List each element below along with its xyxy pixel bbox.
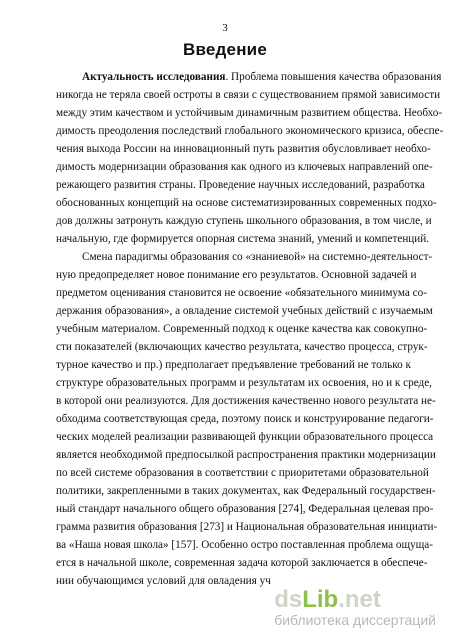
- paragraph-line: ную предопределяет новое понимание его результатов. Основной задачей и: [56, 269, 417, 281]
- watermark: [274, 588, 436, 628]
- watermark-logo: dsLib.net: [274, 586, 381, 613]
- paragraph-line: ческих моделей реализации развивающей функции образовательного процесса: [56, 431, 434, 443]
- paragraph-line: никогда не теряла своей остроты в связи с существованием прямой зависимости: [56, 89, 441, 101]
- paragraph-line: турное качество и пр.) предполагает предъявление требований не только к: [56, 359, 411, 371]
- paragraph-line: обходима соответствующая среда, поэтому поиск и конструирование педагоги-: [56, 413, 434, 425]
- paragraph-line: димость модернизации образования как одного из ключевых направлений опе-: [56, 161, 433, 173]
- paragraph-line: начальную, где формируется опорная система знаний, умений и компетенций.: [56, 233, 430, 245]
- paragraph-line: по всей системе образования в соответствии с приоритетами образовательной: [56, 467, 429, 479]
- paragraph-line: держания образования», а овладение системой учебных действий с изучаемым: [56, 305, 433, 317]
- paragraph-line: ва «Наша новая школа» [157]. Особенно остро поставленная проблема ощуща-: [56, 539, 433, 551]
- paragraph-line: политики, закрепленными в таких документах, как Федеральный государствен-: [56, 485, 436, 497]
- paragraph-line: структуре образовательных программ и результатам их освоения, но и к среде,: [56, 377, 432, 389]
- paragraph-line: в которой они реализуются. Для достижения качественно нового результата не-: [56, 395, 436, 407]
- paragraph-line: димость преодоления последствий глобального экономического кризиса, обеспе-: [56, 125, 444, 137]
- paragraph-line: нии обучающимся условий для овладения уч: [56, 575, 271, 587]
- paragraph-line: чения выхода России на инновационный путь развития обусловливает необхо-: [56, 143, 431, 155]
- paragraph-line: ный стандарт начального общего образования [274], Федеральная целевая про-: [56, 503, 434, 515]
- section-lead-bold: Актуальность исследования: [82, 71, 226, 83]
- paragraph-line: режающего развития страны. Проведение научных исследований, разработка: [56, 179, 425, 191]
- paragraph-line: ется в начальной школе, современная задача которой заключается в обеспече-: [56, 557, 428, 569]
- paragraph-line: предметом оценивания становится не освоение «обязательного минимума со-: [56, 287, 427, 299]
- page-title: Введение: [183, 40, 267, 59]
- paragraph-line: Смена парадигмы образования со «знаниевой» на системно-деятельност-: [82, 251, 433, 263]
- paragraph-line: между этим качеством и устойчивым динамичным развитием общества. Необхо-: [56, 107, 443, 119]
- paragraph-line: грамма развития образования [273] и Национальная образовательная инициати-: [56, 521, 438, 533]
- paragraph-line: дов должны затронуть каждую ступень школьного образования, в том числе, и: [56, 215, 432, 227]
- paragraph-line: обоснованных концепций на основе систематизированных современных подхо-: [56, 197, 437, 209]
- page-number: 3: [222, 22, 228, 34]
- paragraph-line: является необходимой предпосылкой распространения практики модернизации: [56, 449, 436, 461]
- section-lead-rest: . Проблема повышения качества образования: [225, 71, 442, 83]
- watermark-subtitle: библиотека диссертаций: [274, 612, 436, 628]
- paragraph-line: учебным материалом. Современный подход к оценке качества как совокупно-: [56, 323, 428, 335]
- paragraph-line: [82, 70, 442, 84]
- paragraph-line: сти показателей (включающих качество результата, качество процесса, струк-: [56, 341, 428, 353]
